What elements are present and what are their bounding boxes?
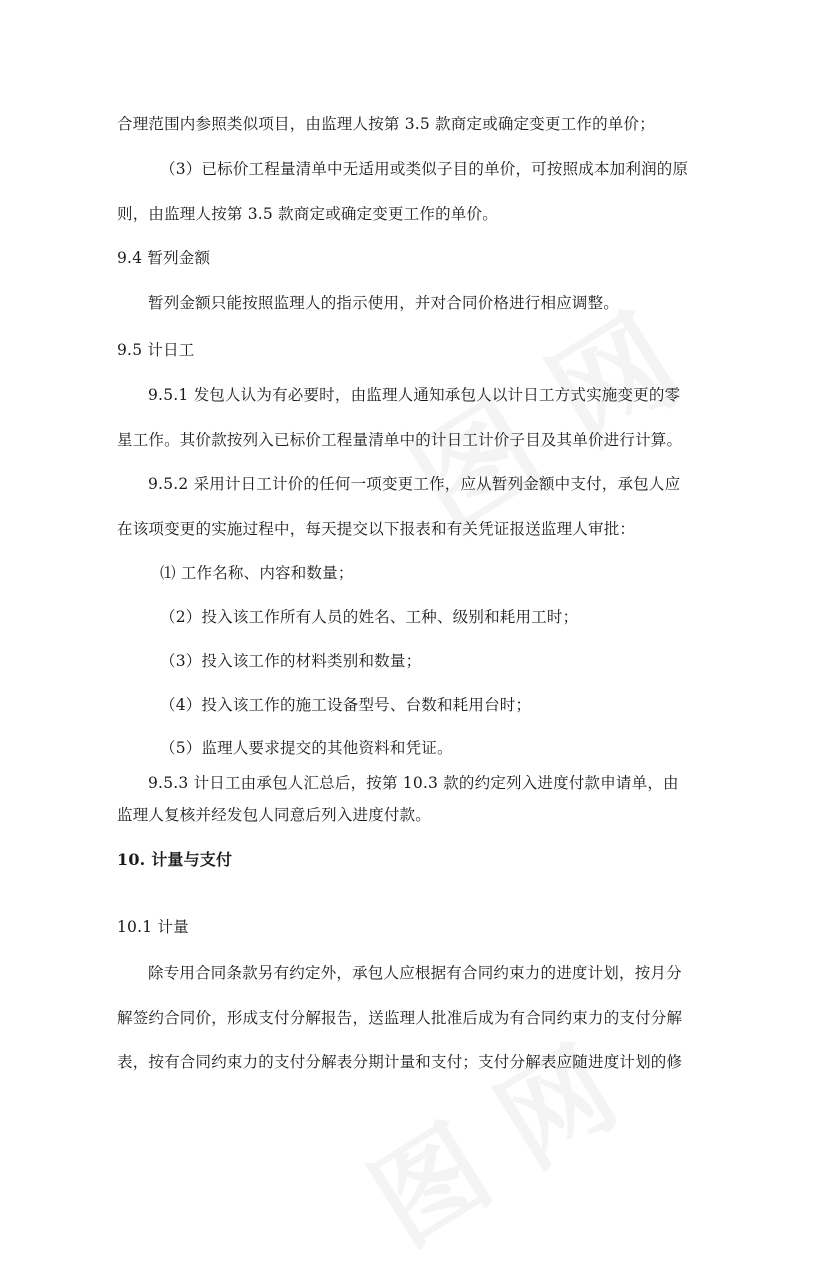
list-item-3: （3）已标价工程量清单中无适用或类似子目的单价，可按照成本加利润的原	[160, 160, 689, 178]
section-heading-10-1: 10.1 计量	[117, 918, 189, 936]
paragraph-line: 合理范围内参照类似项目，由监理人按第 3.5 款商定或确定变更工作的单价；	[117, 115, 655, 133]
paragraph-line: 暂列金额只能按照监理人的指示使用，并对合同价格进行相应调整。	[148, 294, 620, 312]
list-item-2: （2）投入该工作所有人员的姓名、工种、级别和耗用工时；	[160, 608, 579, 626]
paragraph-line: 则，由监理人按第 3.5 款商定或确定变更工作的单价。	[117, 205, 498, 223]
watermark	[338, 1004, 641, 1274]
paragraph-line: 表，按有合同约束力的支付分解表分期计量和支付；支付分解表应随进度计划的修	[117, 1053, 683, 1071]
paragraph-line: 9.5.3 计日工由承包人汇总后，按第 10.3 款的约定列入进度付款申请单，由	[148, 774, 679, 792]
paragraph-line: 监理人复核并经发包人同意后列入进度付款。	[117, 806, 432, 824]
list-item-5: （5）监理人要求提交的其他资料和凭证。	[160, 739, 453, 757]
paragraph-line: 9.5.1 发包人认为有必要时，由监理人通知承包人以计日工方式实施变更的零	[148, 386, 681, 404]
list-item-3: （3）投入该工作的材料类别和数量；	[160, 652, 422, 670]
list-item-1: ⑴ 工作名称、内容和数量；	[160, 564, 354, 582]
paragraph-line: 9.5.2 采用计日工计价的任何一项变更工作，应从暂列金额中支付，承包人应	[148, 475, 681, 493]
list-item-4: （4）投入该工作的施工设备型号、台数和耗用台时；	[160, 696, 532, 714]
section-heading-10: 10. 计量与支付	[117, 850, 233, 869]
paragraph-line: 星工作。其价款按列入已标价工程量清单中的计日工计价子目及其单价进行计算。	[117, 431, 683, 449]
paragraph-line: 解签约合同价，形成支付分解报告，送监理人批准后成为有合同约束力的支付分解	[117, 1009, 683, 1027]
section-heading-9-4: 9.4 暂列金额	[117, 249, 211, 267]
paragraph-line: 在该项变更的实施过程中，每天提交以下报表和有关凭证报送监理人审批：	[117, 520, 636, 538]
section-heading-9-5: 9.5 计日工	[117, 341, 195, 359]
paragraph-line: 除专用合同条款另有约定外，承包人应根据有合同约束力的进度计划，按月分	[148, 964, 682, 982]
